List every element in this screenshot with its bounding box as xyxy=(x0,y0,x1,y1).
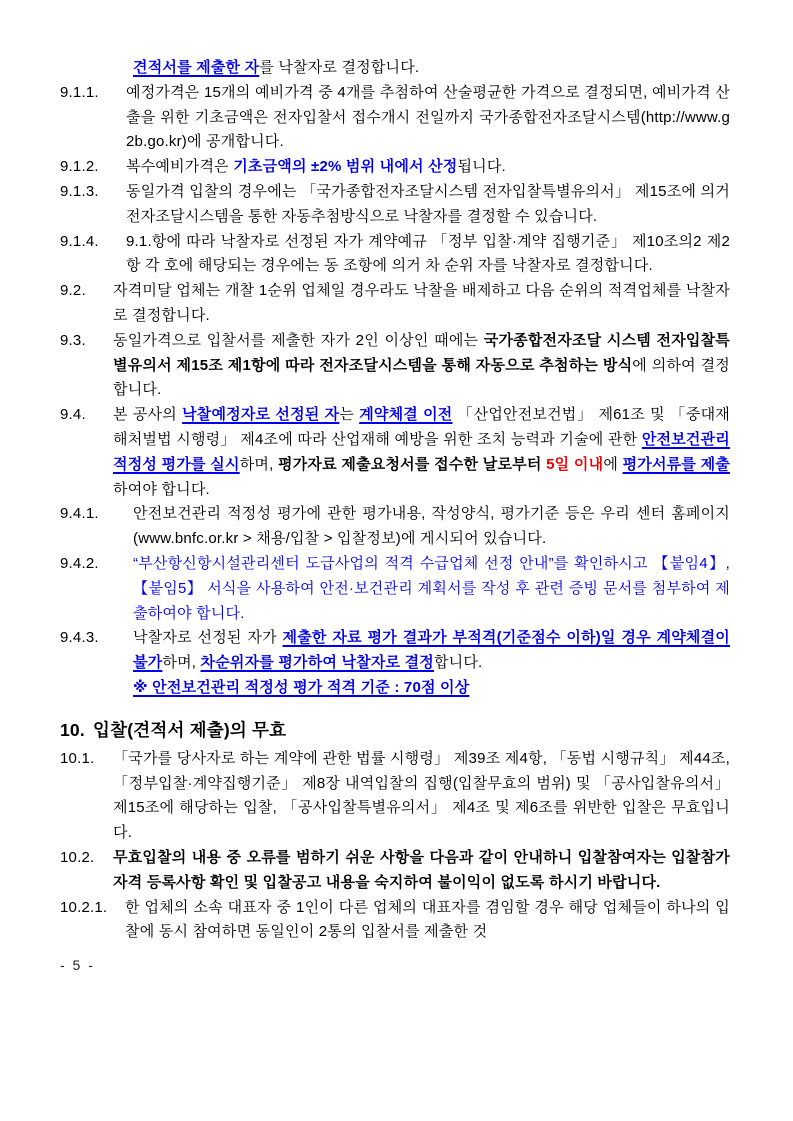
clause-number: 9.4.2. xyxy=(60,554,99,572)
clause-number: 9.2. xyxy=(60,282,86,300)
text-run: 본 공사의 xyxy=(113,406,183,424)
text-run: 하여야 합니다. xyxy=(113,480,210,498)
text-run: 「산업안전보건법」 제61조 및 「중대재해처벌법 시행령」 제4조에 따라 산업재해 예방을 위한 조치 능력과 기술에 관한 xyxy=(113,406,730,448)
clause-paragraph xyxy=(60,81,730,155)
clause-number: 9.3. xyxy=(60,331,86,349)
text-run: 입찰(견적서 제출)의 무효 xyxy=(93,719,287,740)
clause-number: 9.4.1. xyxy=(60,505,99,523)
clause-number: 10.2.1. xyxy=(60,898,108,916)
text-run: 한 업체의 소속 대표자 중 1인이 다른 업체의 대표자를 겸임할 경우 해당 업체들이 하나의 입찰에 동시 참여하면 동일인이 2통의 입찰서를 제출한 것 xyxy=(125,898,730,941)
text-run: 됩니다. xyxy=(457,158,506,176)
text-run: 하며, xyxy=(162,654,201,672)
clause-number: 9.1.1. xyxy=(60,83,99,101)
text-run: 평가서류를 제출 xyxy=(622,455,731,473)
clause-paragraph xyxy=(60,155,730,180)
text-run: 낙찰자로 선정된 자가 xyxy=(133,629,283,647)
clause-paragraph xyxy=(60,56,730,81)
clause-number: 10. xyxy=(60,719,85,740)
clause-paragraph xyxy=(60,180,730,230)
clause-number: 9.4.3. xyxy=(60,629,99,647)
text-run: 5일 이내 xyxy=(546,455,604,473)
text-run: 계약체결 이전 xyxy=(359,406,453,424)
text-run: 제출한 자료 평가 결과가 부적격(기준점수 이하)일 경우 계약체결이 불가 xyxy=(133,629,730,672)
page-number: - 5 - xyxy=(60,957,95,974)
text-run: 자격미달 업체는 개찰 1순위 업체일 경우라도 낙찰을 배제하고 다음 순위의 적격업체를 낙찰자로 결정합니다. xyxy=(113,282,730,324)
clause-number: 10.2. xyxy=(60,848,95,866)
text-run: 동일가격으로 입찰서를 제출한 자가 2인 이상인 때에는 xyxy=(113,331,484,349)
clause-number: 9.1.4. xyxy=(60,232,99,250)
clause-paragraph xyxy=(60,230,730,280)
clause-number: 9.4. xyxy=(60,406,86,424)
clause-paragraph xyxy=(60,329,730,403)
text-run: 9.1.항에 따라 낙찰자로 선정된 자가 계약예규 「정부 입찰·계약 집행기준」 제10조의2 제2항 각 호에 해당되는 경우에는 동 조항에 의거 차 순위 자를 낙찰자로 결정합니다. xyxy=(126,232,730,275)
text-run: 는 xyxy=(339,406,360,424)
text-run: 「국가를 당사자로 하는 계약에 관한 법률 시행령」 제39조 제4항, 「동법 시행규칙」 제44조, 「정부입찰·계약집행기준」 제8장 내역입찰의 집행(입찰무효의 범위) 및 「공사입찰유의서」 제15조에 해당하는 입찰, 「공사입찰특별유의서」 제4조 및 제6조를 위반한 입찰은 무효입니다. xyxy=(113,749,730,842)
text-run: 에 의하여 결정합니다. xyxy=(113,356,730,399)
clause-paragraph xyxy=(60,896,730,946)
text-run: 예정가격은 15개의 예비가격 중 4개를 추첨하여 산술평균한 가격으로 결정되면, 예비가격 산출을 위한 기초금액은 전자입찰서 접수개시 전일까지 국가종합전자조달시스템(http://www.g2b.go.kr)에 공개합니다. xyxy=(126,83,730,151)
text-run: 낙찰예정자로 선정된 자 xyxy=(182,406,340,424)
text-run: 안전보건관리 적정성 평가에 관한 평가내용, 작성양식, 평가기준 등은 우리 센터 홈페이지(www.bnfc.or.kr > 채용/입찰 > 입찰정보)에 게시되어 있습니다. xyxy=(133,505,730,548)
clause-number: 9.1.2. xyxy=(60,158,99,176)
clause-number: 9.1.3. xyxy=(60,182,99,200)
clause-paragraph xyxy=(60,502,730,552)
clause-number: 10.1. xyxy=(60,749,95,767)
clause-paragraph xyxy=(60,747,730,846)
document-body xyxy=(60,56,730,978)
text-run: 무효입찰의 내용 중 오류를 범하기 쉬운 사항을 다음과 같이 안내하니 입찰참여자는 입찰참가자격 등록사항 확인 및 입찰공고 내용을 숙지하여 불이익이 없도록 하시기 바랍니다. xyxy=(113,848,730,891)
text-run: ※ 안전보건관리 적정성 평가 적격 기준 : 70점 이상 xyxy=(133,678,470,696)
text-run: 동일가격 입찰의 경우에는 「국가종합전자조달시스템 전자입찰특별유의서」 제15조에 의거 전자조달시스템을 통한 자동추첨방식으로 낙찰자를 결정할 수 있습니다. xyxy=(126,182,730,225)
text-run: 합니다. xyxy=(433,654,483,672)
clause-paragraph xyxy=(60,403,730,502)
text-run: 하며, xyxy=(239,455,279,473)
clause-paragraph xyxy=(60,552,730,626)
text-run: 견적서를 제출한 자 xyxy=(133,59,260,76)
clause-paragraph xyxy=(60,279,730,329)
text-run: 안전보건관리 적정성 평가를 실시 xyxy=(113,430,730,473)
text-run: 평가자료 제출요청서를 접수한 날로부터 xyxy=(278,455,547,473)
text-run: 에 xyxy=(603,455,623,473)
clause-paragraph xyxy=(60,626,730,676)
text-run: 국가종합전자조달 시스템 전자입찰특별유의서 제15조 제1항에 따라 전자조달시스템을 통해 자동으로 추첨하는 방식 xyxy=(113,331,731,374)
text-run: 를 낙찰자로 결정합니다. xyxy=(259,59,420,76)
text-run: “부산항신항시설관리센터 도급사업의 적격 수급업체 선정 안내”를 확인하시고 【붙임4】, 【붙임5】 서식을 사용하여 안전·보건관리 계획서를 작성 후 관련 증빙 문서를 첨부하여 제출하여야 합니다. xyxy=(133,554,730,622)
text-run: 복수예비가격은 xyxy=(126,158,234,176)
text-run: 차순위자를 평가하여 낙찰자로 결정 xyxy=(200,654,434,672)
clause-paragraph xyxy=(60,846,730,896)
clause-paragraph xyxy=(60,676,730,701)
text-run: 기초금액의 ±2% 범위 내에서 산정 xyxy=(233,158,458,176)
section-heading xyxy=(60,715,730,745)
